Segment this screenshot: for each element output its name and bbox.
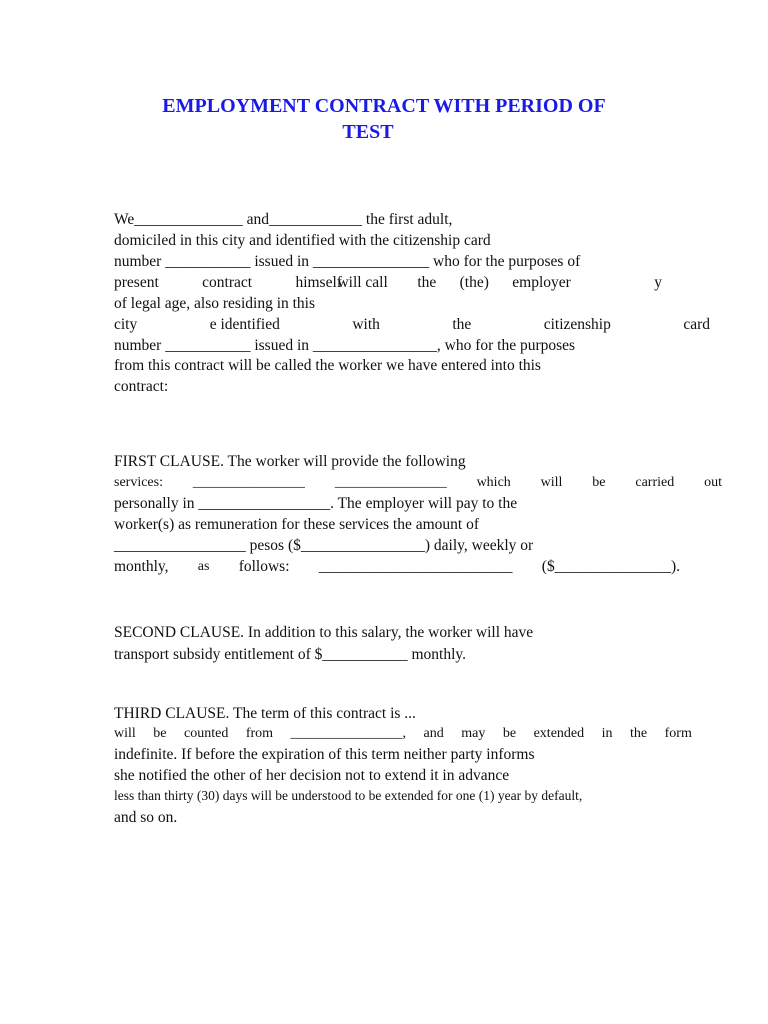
word: and [423,726,444,741]
third-clause-line-4: she notified the other of her decision not to extend it in advance [114,767,510,784]
word: services: [114,475,163,490]
word: card [683,316,710,333]
word: the [452,316,472,333]
third-clause-line-6: and so on. [114,809,178,826]
word: be [153,726,167,741]
word: as [197,559,210,574]
word: follows: [238,558,290,575]
first-clause-line-4: worker(s) as remuneration for these services the amount of [114,516,479,533]
word: ________________ [192,475,305,490]
word: extended [533,726,585,741]
second-clause-line-1: SECOND CLAUSE. In addition to this salary, the worker will have [114,624,534,641]
intro-line-3: number ___________ issued in _______________ who for the purposes of [114,253,581,270]
word: out [704,475,722,490]
word: citizenship [543,316,611,333]
word: carried [635,475,675,490]
third-clause-line-1: THIRD CLAUSE. The term of this contract is ... [114,705,416,722]
intro-line-8: from this contract will be called the worker we have entered into this [114,357,541,374]
intro-line-2: domiciled in this city and identified with the citizenship card [114,232,491,249]
word: city [114,316,138,333]
word: may [461,726,486,741]
document-title-line1: EMPLOYMENT CONTRACT WITH PERIOD OF [162,95,606,117]
word: ________________ [334,475,447,490]
word: ________________, [290,726,407,741]
word: ($_______________). [541,558,680,575]
intro-line-9: contract: [114,378,169,395]
word: be [502,726,517,741]
word: will [114,726,136,741]
intro-line-7: number ___________ issued in ________________, who for the purposes [114,337,576,354]
word: will [540,475,563,490]
word: the [417,274,437,291]
intro-line-5: of legal age, also residing in this [114,295,316,312]
word: form [664,726,692,741]
word: himself will call [295,274,388,291]
intro-line-4 [114,274,662,292]
intro-line-1: We______________ and____________ the first adult, [114,211,453,228]
first-clause-line-6 [114,558,680,576]
word: _________________________ [318,558,513,575]
first-clause-line-2 [114,474,722,492]
third-clause-line-2 [114,725,692,743]
intro-line-6 [114,316,710,334]
third-clause-line-5: less than thirty (30) days will be understood to be extended for one (1) year by default, [114,788,583,803]
word: with [352,316,380,333]
word: be [592,475,606,490]
word: monthly, [114,558,169,575]
first-clause-line-1: FIRST CLAUSE. The worker will provide the following [114,453,466,470]
word: from [245,726,274,741]
word: e identified [209,316,280,333]
word: which [476,475,511,490]
first-clause-line-5: _________________ pesos ($________________) daily, weekly or [114,537,534,554]
word: the [630,726,648,741]
word: employer [512,274,571,291]
word: contract [202,274,253,291]
document-title-line2: TEST [342,121,394,143]
word: (the) [459,274,489,291]
second-clause-line-2: transport subsidy entitlement of $___________ monthly. [114,646,467,663]
word: y [654,274,662,291]
word: present [114,274,159,291]
third-clause-line-3: indefinite. If before the expiration of this term neither party informs [114,746,535,763]
word: counted [184,726,229,741]
first-clause-line-3: personally in _________________. The employer will pay to the [114,495,518,512]
word: in [601,726,613,741]
